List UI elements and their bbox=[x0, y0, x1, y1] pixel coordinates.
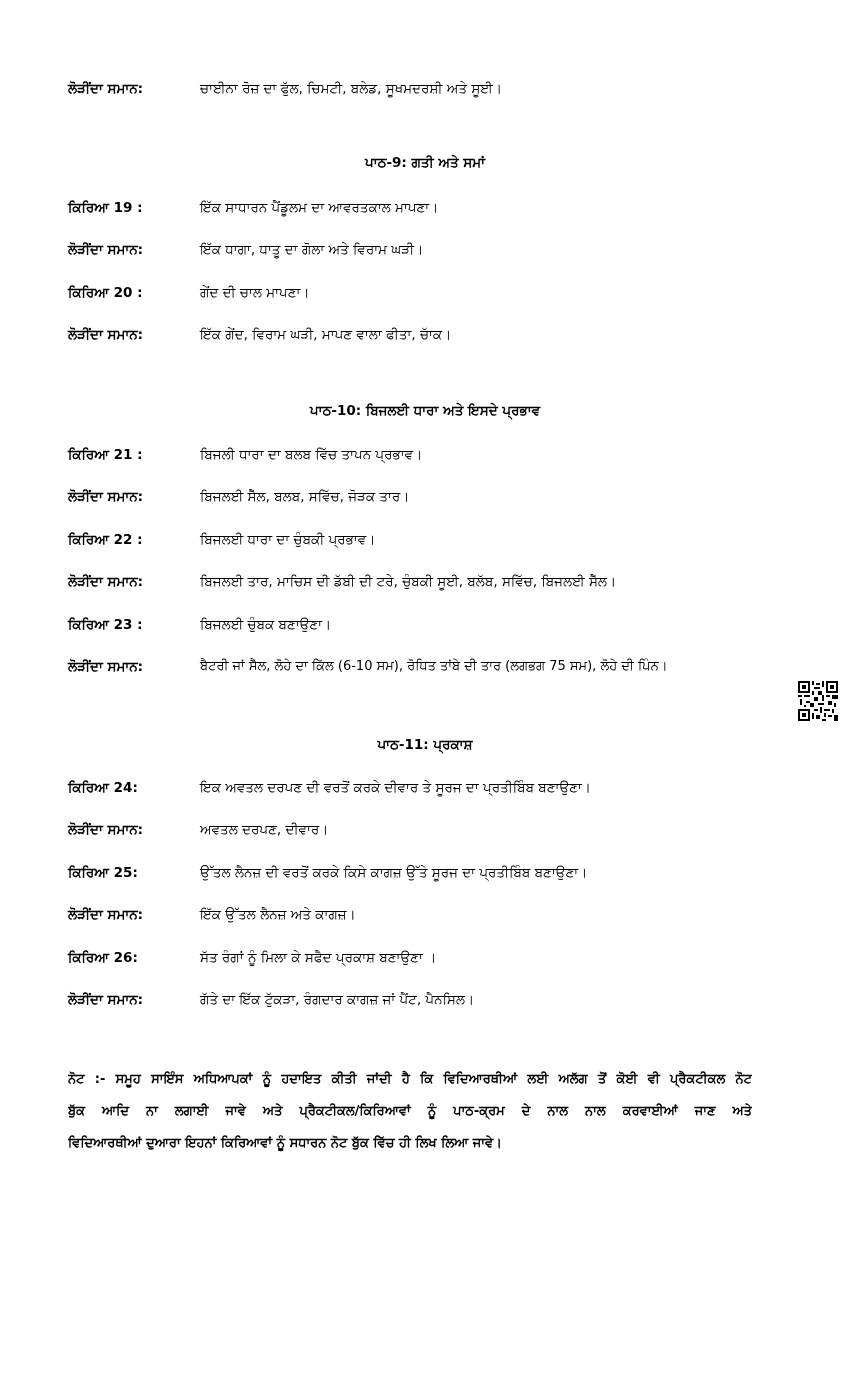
row-label: ਕਿਰਿਆ 21 : bbox=[68, 447, 143, 463]
row-label: ਲੋੜੀਂਦਾ ਸਮਾਨ: bbox=[68, 992, 144, 1008]
row-label: ਲੋੜੀਂਦਾ ਸਮਾਨ: bbox=[68, 822, 144, 838]
row-label: ਲੋੜੀਂਦਾ ਸਮਾਨ: bbox=[68, 907, 144, 923]
activity-row-19 bbox=[68, 195, 790, 221]
note-line: ਬੁੱਕ ਆਦਿ ਨਾ ਲਗਾਈ ਜਾਵੇ ਅਤੇ ਪ੍ਰੈਕਟੀਕਲ/ਕਿਰਿਆਵਾਂ ਨੂੰ ਪਾਠ-ਕ੍ਰਮ ਦੇ ਨਾਲ ਨਾਲ ਕਰਵਾਈਆਂ ਜਾਣ ਅਤੇ bbox=[68, 1104, 752, 1119]
lesson-heading-9: ਪਾਠ-9: ਗਤੀ ਅਤੇ ਸਮਾਂ bbox=[365, 155, 485, 171]
row-text: ਬਿਜਲਈ ਚੁੰਬਕ ਬਣਾਉਣਾ। bbox=[200, 617, 332, 633]
row-label: ਲੋੜੀਂਦਾ ਸਮਾਨ: bbox=[68, 659, 144, 675]
activity-row-22 bbox=[68, 527, 790, 553]
row-text: ਇੱਕ ਧਾਗਾ, ਧਾਤੂ ਦਾ ਗੋਲਾ ਅਤੇ ਵਿਰਾਮ ਘੜੀ। bbox=[200, 242, 424, 258]
materials-row bbox=[68, 817, 790, 843]
materials-row bbox=[68, 76, 790, 102]
row-text: ਗੱਤੇ ਦਾ ਇੱਕ ਟੁੱਕੜਾ, ਰੰਗਦਾਰ ਕਾਗਜ਼ ਜਾਂ ਪੈਂਟ, ਪੈਨਸਿਲ। bbox=[200, 992, 475, 1008]
activity-row-23 bbox=[68, 612, 790, 638]
row-text: ਅਵਤਲ ਦਰਪਣ, ਦੀਵਾਰ। bbox=[200, 822, 329, 838]
activity-row-26 bbox=[68, 945, 790, 971]
materials-row bbox=[68, 902, 790, 928]
row-label: ਲੋੜੀਂਦਾ ਸਮਾਨ: bbox=[68, 574, 144, 590]
row-text: ਇੱਕ ਗੇਂਦ, ਵਿਰਾਮ ਘੜੀ, ਮਾਪਣ ਵਾਲਾ ਫੀਤਾ, ਚਾੱਕ। bbox=[200, 327, 452, 343]
row-text: ਚਾਈਨਾ ਰੋਜ਼ ਦਾ ਫੁੱਲ, ਚਿਮਟੀ, ਬਲੇਡ, ਸੂਖਮਦਰਸ਼ੀ ਅਤੇ ਸੂਈ। bbox=[200, 81, 502, 97]
activity-row-21 bbox=[68, 442, 790, 468]
qr-code-icon bbox=[798, 681, 838, 721]
note-line: ਨੋਟ :- ਸਮੂਹ ਸਾਇੰਸ ਅਧਿਆਪਕਾਂ ਨੂੰ ਹਦਾਇਤ ਕੀਤੀ ਜਾਂਦੀ ਹੈ ਕਿ ਵਿਦਿਆਰਥੀਆਂ ਲਈ ਅਲੱਗ ਤੋਂ ਕੋਈ ਵੀ ਪ੍ਰੈਕਟੀਕਲ ਨੋਟ bbox=[68, 1072, 752, 1087]
materials-row bbox=[68, 654, 790, 680]
row-label: ਲੋੜੀਂਦਾ ਸਮਾਨ: bbox=[68, 242, 144, 258]
row-text: ਗੇਂਦ ਦੀ ਚਾਲ ਮਾਪਣਾ। bbox=[200, 285, 310, 301]
row-label: ਕਿਰਿਆ 24: bbox=[68, 780, 138, 796]
row-text: ਬਿਜਲਈ ਸੈੱਲ, ਬਲਬ, ਸਵਿੱਚ, ਜੋੜਕ ਤਾਰ। bbox=[200, 489, 410, 505]
row-label: ਲੋੜੀਂਦਾ ਸਮਾਨ: bbox=[68, 327, 144, 343]
row-label: ਕਿਰਿਆ 25: bbox=[68, 865, 138, 881]
lesson-heading-10: ਪਾਠ-10: ਬਿਜਲਈ ਧਾਰਾ ਅਤੇ ਇਸਦੇ ਪ੍ਰਭਾਵ bbox=[309, 403, 541, 419]
row-text: ਇਕ ਅਵਤਲ ਦਰਪਣ ਦੀ ਵਰਤੋਂ ਕਰਕੇ ਦੀਵਾਰ ਤੇ ਸੂਰਜ ਦਾ ਪ੍ਰਤੀਬਿੰਬ ਬਣਾਉਣਾ। bbox=[200, 780, 591, 796]
row-text: ਇੱਕ ਸਾਧਾਰਨ ਪੈਂਡੂਲਮ ਦਾ ਆਵਰਤਕਾਲ ਮਾਪਣਾ। bbox=[200, 200, 439, 216]
row-text: ਬਿਜਲੀ ਧਾਰਾ ਦਾ ਬਲਬ ਵਿੱਚ ਤਾਪਨ ਪ੍ਰਭਾਵ। bbox=[200, 447, 423, 463]
materials-row bbox=[68, 484, 790, 510]
activity-row-24 bbox=[68, 775, 790, 801]
row-text: ਇੱਕ ਉੱਤਲ ਲੈਨਜ਼ ਅਤੇ ਕਾਗਜ਼। bbox=[200, 907, 356, 923]
materials-row bbox=[68, 569, 790, 595]
row-label: ਕਿਰਿਆ 26: bbox=[68, 950, 138, 966]
row-text: ਬਿਜਲਈ ਤਾਰ, ਮਾਚਿਸ ਦੀ ਡੱਬੀ ਦੀ ਟਰੇ, ਚੁੰਬਕੀ ਸੂਈ, ਬਲੱਬ, ਸਵਿੱਚ, ਬਿਜਲਈ ਸੈੱਲ। bbox=[200, 574, 617, 590]
row-label: ਕਿਰਿਆ 23 : bbox=[68, 617, 143, 633]
row-label: ਲੋੜੀਂਦਾ ਸਮਾਨ: bbox=[68, 81, 144, 97]
row-text: ਸੱਤ ਰੰਗਾਂ ਨੂੰ ਮਿਲਾ ਕੇ ਸਫੈਦ ਪ੍ਰਕਾਸ਼ ਬਣਾਉਣਾ । bbox=[200, 950, 437, 966]
row-text: ਬੈਟਰੀ ਜਾਂ ਸੈੱਲ, ਲੋਹੇ ਦਾ ਕਿੱਲ (6-10 ਸਮ), ਰੋਧਿਤ ਤਾਂਬੇ ਦੀ ਤਾਰ (ਲਗਭਗ 75 ਸਮ), ਲੋਹੇ ਦੀ ਪਿੰਨ। bbox=[200, 659, 668, 674]
row-label: ਕਿਰਿਆ 22 : bbox=[68, 532, 143, 548]
row-label: ਲੋੜੀਂਦਾ ਸਮਾਨ: bbox=[68, 489, 144, 505]
activity-row-20 bbox=[68, 280, 790, 306]
row-text: ਉੱਤਲ ਲੈਨਜ਼ ਦੀ ਵਰਤੋਂ ਕਰਕੇ ਕਿਸੇ ਕਾਗਜ਼ ਉੱਤੇ ਸੂਰਜ ਦਾ ਪ੍ਰਤੀਬਿੰਬ ਬਣਾਉਣਾ। bbox=[200, 865, 588, 881]
row-label: ਕਿਰਿਆ 20 : bbox=[68, 285, 143, 301]
row-label: ਕਿਰਿਆ 19 : bbox=[68, 200, 143, 216]
note-paragraph bbox=[68, 1064, 752, 1160]
activity-row-25 bbox=[68, 860, 790, 886]
materials-row bbox=[68, 237, 790, 263]
materials-row bbox=[68, 987, 790, 1013]
materials-row bbox=[68, 322, 790, 348]
row-text: ਬਿਜਲਈ ਧਾਰਾ ਦਾ ਚੁੰਬਕੀ ਪ੍ਰਭਾਵ। bbox=[200, 532, 376, 548]
note-line: ਵਿਦਿਆਰਥੀਆਂ ਦੁਆਰਾ ਇਹਨਾਂ ਕਿਰਿਆਵਾਂ ਨੂੰ ਸਧਾਰਨ ਨੋਟ ਬੁੱਕ ਵਿੱਚ ਹੀ ਲਿਖ ਲਿਆ ਜਾਵੇ। bbox=[68, 1136, 502, 1151]
lesson-heading-11: ਪਾਠ-11: ਪ੍ਰਕਾਸ਼ bbox=[377, 737, 473, 753]
